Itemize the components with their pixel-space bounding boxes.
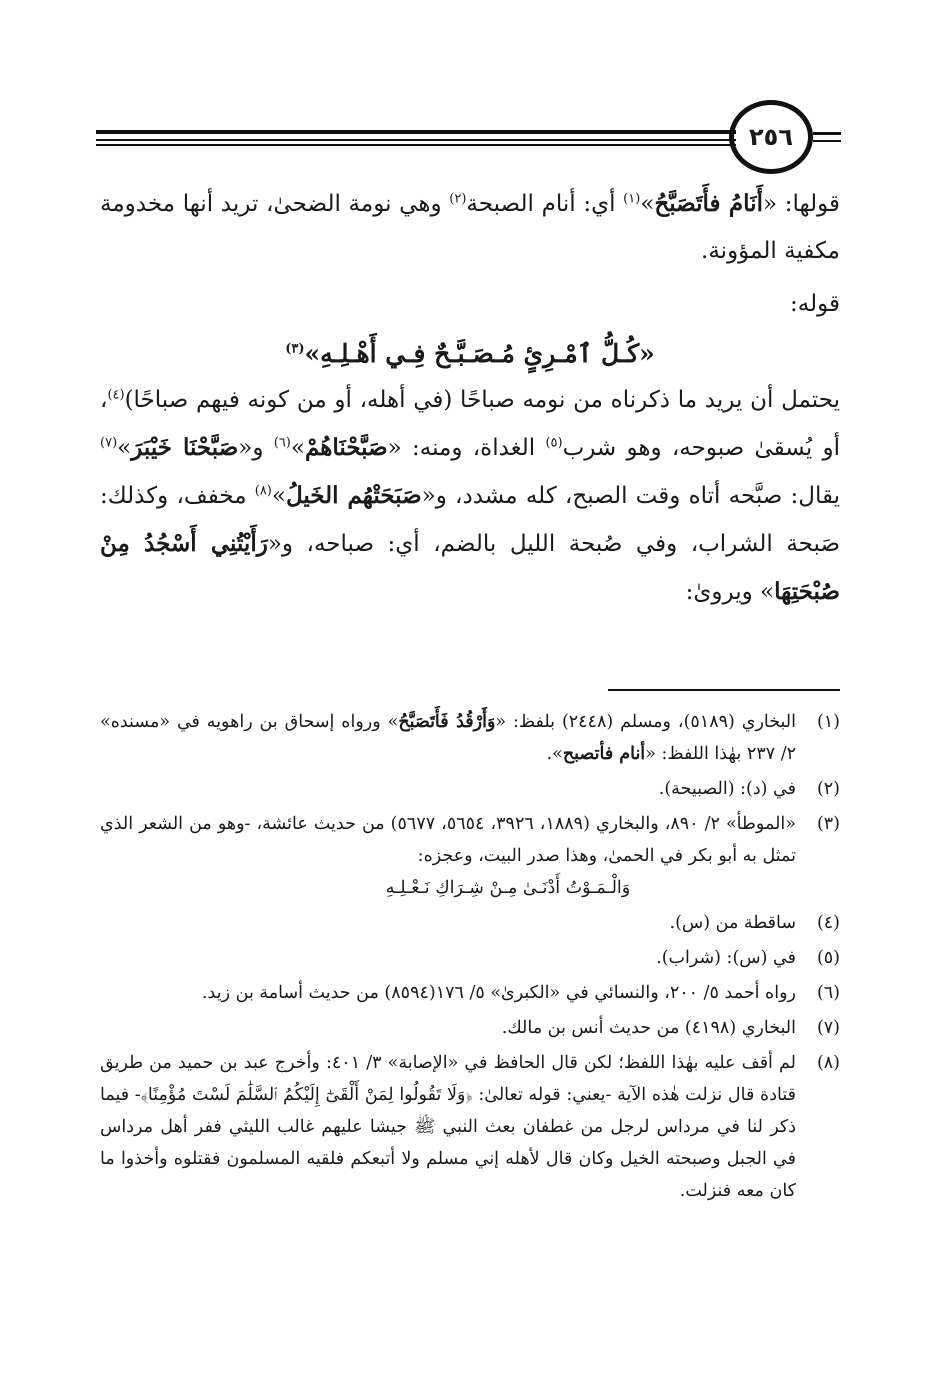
text: يقال: صبَّحه أتاه وقت الصبح، كله مشدد، و«: [421, 483, 840, 509]
footnote-item: [100, 907, 840, 939]
poem-verse: وَالْـمَـوْتُ أَدْنَـىٰ مِـنْ شِـرَاكِ نَـعْـلِـهِ: [385, 878, 631, 898]
text: الغداة، ومنه: «: [387, 435, 546, 461]
text: مخفف، وكذلك: صَبحة الشراب، وفي صُبحة الليل بالضم، أي: صباحه، و«: [100, 483, 840, 557]
footnotes: [100, 706, 840, 1210]
commentary-paragraph: [100, 377, 840, 616]
footnote-item: [100, 942, 840, 974]
text: »: [640, 191, 655, 217]
footnote-number: (٧): [816, 1018, 840, 1038]
section-label: قوله:: [790, 291, 840, 317]
hadith-quote: صَبَّحْنَاهُمْ: [304, 434, 388, 461]
footnote-text: [100, 808, 796, 904]
header-rule: [96, 139, 736, 141]
footnote-text: [100, 706, 796, 770]
hadith-quote: وَأَرْقُدُ فَأَتَصَبَّحُ: [398, 712, 496, 732]
footnote-item: [100, 977, 840, 1009]
text: » ويروىٰ:: [685, 579, 775, 605]
page-header: [96, 100, 841, 170]
footnote-ref[interactable]: (٣): [285, 341, 305, 357]
footnote-number: (٨): [816, 1053, 840, 1073]
footnote-text: لم أقف عليه بهٰذا اللفظ؛ لكن قال الحافظ في «الإصابة» ٣/ ٤٠١: وأخرج عبد بن حميد من طريق قتادة قال نزلت هٰذه الآية -يعني: قوله تعالىٰ: ﴿وَلَا تَقُولُوا لِمَنْ أَلْقَىٰٓ إِلَيْكُمُ ٱلسَّلَٰمَ لَسْتَ مُؤْمِنًا﴾- فيما ذكر لنا في مرداس لرجل من غطفان بعث النبي ﷺ جيشا عليهم غالب الليثي ففر أهل مرداس في الجبل وصبحته الخيل وكان قال لأهله إني مسلم ولا أتبعكم فلقيه المسلمون فقتلوه وأخذوا ما كان معه فنزلت.: [100, 1053, 797, 1201]
text: «الموطأ» ٢/ ٨٩٠، والبخاري (١٨٨٩، ٣٩٢٦، ٥٦٥٤، ٥٦٧٧) من حديث عائشة، -وهو من الشعر الذي تمثل به أبو بكر في الحمىٰ، وهذا صدر البيت، وعجزه:: [100, 814, 796, 866]
footnote-ref[interactable]: (١): [623, 191, 641, 207]
footnote-ref[interactable]: (٨): [254, 483, 272, 499]
text: يحتمل أن يريد ما ذكرناه من نومه صباحًا (في أهله، أو من كونه فيهم صباحًا): [124, 387, 840, 413]
header-rule: [813, 132, 841, 135]
hadith-quote: أنام فأتصبح: [562, 744, 646, 764]
main-text: [100, 180, 840, 616]
text: » ورواه إسحاق بن راهويه في «مسنده» ٢/ ٢٣٧ بهٰذا اللفظ: «: [100, 712, 796, 764]
footnote-number: (٢): [816, 779, 840, 799]
footnote-item: [100, 808, 840, 904]
footnote-ref[interactable]: (٢): [449, 191, 467, 207]
footnote-ref[interactable]: (٧): [100, 435, 118, 451]
text: البخاري (٥١٨٩)، ومسلم (٢٤٤٨) بلفظ: «: [495, 712, 797, 732]
footnote-text: في (س): (شراب).: [656, 948, 796, 968]
footnote-number: (١): [816, 712, 840, 732]
verse-heading: [100, 330, 840, 377]
intro-paragraph: [100, 180, 840, 275]
footnote-number: (٤): [816, 913, 840, 933]
text: ، أو يُسقىٰ صبوحه، وهو شرب: [100, 387, 840, 461]
header-rule: [96, 144, 736, 146]
text: أي: أنام الصبحة: [466, 191, 624, 217]
footnote-number: (٦): [816, 983, 840, 1003]
page-number: ٢٥٦: [729, 100, 813, 174]
footnote-separator: [608, 689, 840, 691]
text: وهي نومة الضحىٰ، تريد أنها مخدومة مكفية المؤونة.: [100, 191, 840, 264]
footnote-ref[interactable]: (٥): [545, 435, 563, 451]
text: »: [290, 435, 305, 461]
text: قولها: «: [762, 191, 840, 217]
footnote-text: ساقطة من (س).: [669, 913, 796, 933]
hadith-quote: أَنَامُ فأَتَصَبَّحُ: [654, 190, 763, 217]
hadith-quote: صَبَحَتْهُم الخَيلُ: [285, 482, 422, 509]
footnote-text: في (د): (الصبيحة).: [658, 779, 796, 799]
text: و«: [238, 435, 274, 461]
footnote-ref[interactable]: (٦): [273, 435, 291, 451]
hadith-quote: صَبَّحْنَا خَيْبَرَ: [131, 434, 239, 461]
footnote-text: رواه أحمد ٥/ ٢٠٠، والنسائي في «الكبرىٰ» ٥/ ١٧٦(٨٥٩٤) من حديث أسامة بن زيد.: [201, 983, 796, 1003]
text: »: [271, 483, 286, 509]
footnote-item: [100, 1047, 840, 1207]
header-rule: [813, 140, 841, 142]
text: »: [117, 435, 132, 461]
footnote-item: [100, 1012, 840, 1044]
verse-text: «كُـلُّ ٱمْـرِئٍ مُـصَـبَّـحٌ فِـي أَهْـلِـهِ»: [304, 339, 655, 368]
text: ».: [546, 744, 563, 764]
footnote-number: (٣): [816, 814, 840, 834]
footnote-text: البخاري (٤١٩٨) من حديث أنس بن مالك.: [501, 1018, 796, 1038]
header-rule: [96, 130, 736, 134]
footnote-item: [100, 706, 840, 770]
footnote-number: (٥): [816, 948, 840, 968]
hadith-quote: رَأَيْتُنِي أَسْجُدُ مِنْ صُبْحَتِهَا: [100, 530, 840, 605]
footnote-ref[interactable]: (٤): [107, 387, 125, 403]
footnote-item: [100, 773, 840, 805]
